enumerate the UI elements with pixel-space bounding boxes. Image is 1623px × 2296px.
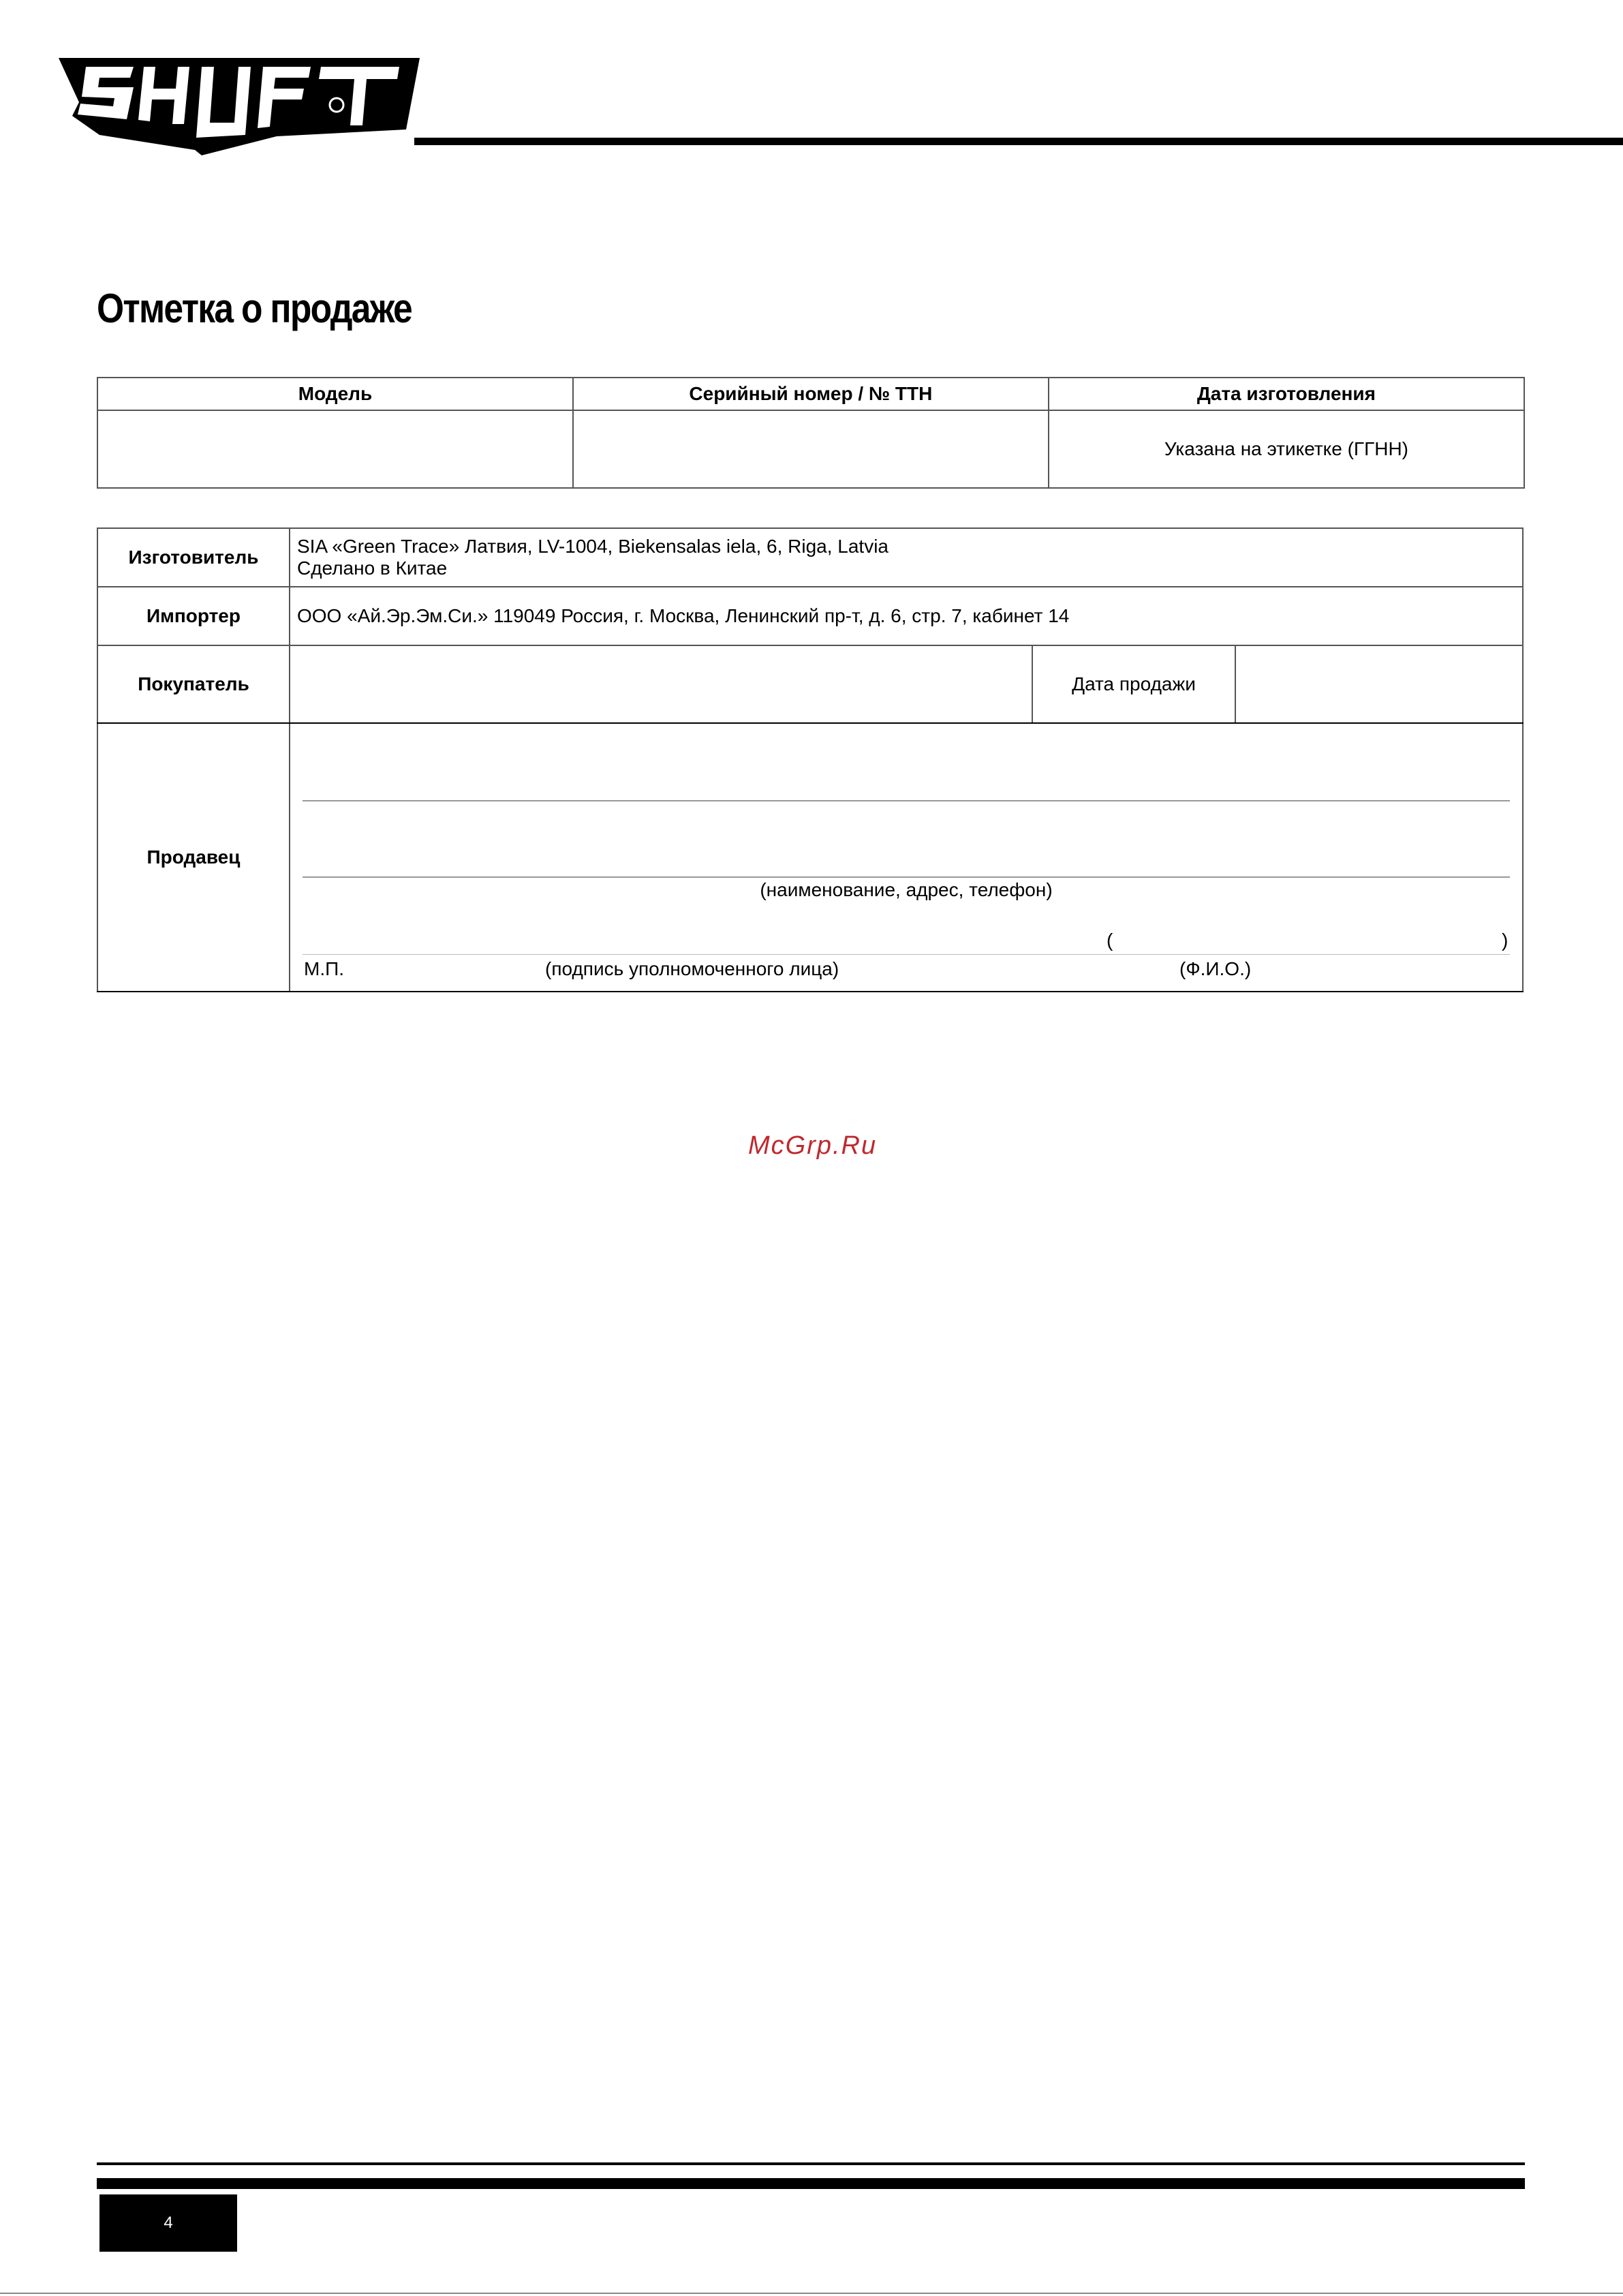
signature-line[interactable] [303, 954, 1510, 955]
paren-open: ( [1107, 930, 1113, 951]
importer-label: Импортер [97, 587, 290, 645]
paren-close: ) [1502, 930, 1509, 951]
importer-value: ООО «Ай.Эр.Эм.Си.» 119049 Россия, г. Москва, Ленинский пр-т, д. 6, стр. 7, кабинет 14 [290, 587, 1523, 645]
page-number: 4 [99, 2194, 237, 2252]
watermark: McGrp.Ru [748, 1131, 878, 1160]
page-title: Отметка о продаже [97, 286, 412, 331]
header-model: Модель [97, 378, 573, 410]
sale-date-field[interactable] [1235, 645, 1523, 723]
product-table [97, 377, 1525, 489]
model-field[interactable] [97, 410, 573, 488]
buyer-label: Покупатель [97, 645, 290, 723]
manufacturer-label: Изготовитель [97, 528, 290, 587]
seller-name-caption: (наименование, адрес, телефон) [760, 879, 1053, 900]
seller-area [290, 723, 1523, 992]
manufacturer-origin: Сделано в Китае [297, 557, 448, 579]
header-manufacture-date: Дата изготовления [1049, 378, 1524, 410]
manufacture-date-value: Указана на этикетке (ГГНН) [1049, 410, 1524, 488]
page-edge [0, 2293, 1623, 2294]
footer-rule-thin [97, 2162, 1525, 2165]
header-serial: Серийный номер / № ТТН [573, 378, 1049, 410]
fio-caption: (Ф.И.О.) [1179, 958, 1252, 979]
header-rule [414, 138, 1623, 145]
manufacturer-address: SIA «Green Trace» Латвия, LV-1004, Biekensalas iela, 6, Riga, Latvia [297, 536, 888, 557]
seller-line-1[interactable] [303, 800, 1510, 801]
sale-date-label: Дата продажи [1032, 645, 1235, 723]
seller-label: Продавец [97, 723, 290, 992]
signature-caption: (подпись уполномоченного лица) [545, 958, 839, 979]
sale-info-table [97, 527, 1524, 992]
stamp-label: М.П. [304, 958, 345, 979]
shuft-logo [59, 55, 420, 157]
seller-line-2[interactable] [303, 876, 1510, 878]
footer-rule-thick [97, 2178, 1525, 2189]
serial-field[interactable] [573, 410, 1049, 488]
manufacturer-value [290, 528, 1523, 587]
buyer-field[interactable] [290, 645, 1032, 723]
